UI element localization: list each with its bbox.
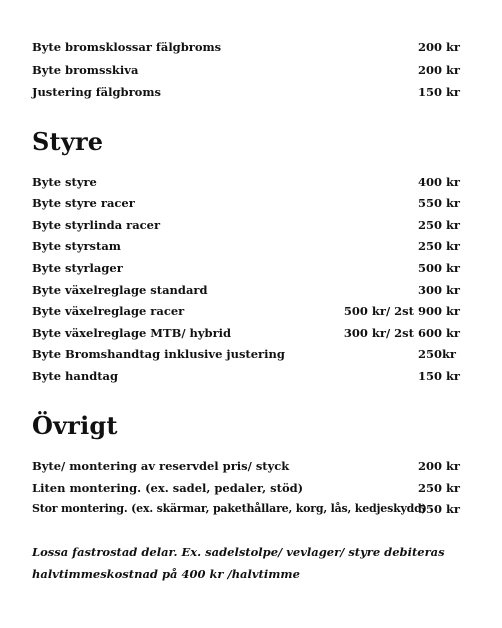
price-row-vaxelreglage-standard <box>32 281 460 299</box>
service-label: Stor montering. (ex. skärmar, pakethållare, korg, lås, kedjeskydd) <box>32 502 427 515</box>
section-heading-ovrigt: Övrigt <box>32 411 118 440</box>
service-label: Justering fälgbroms <box>32 85 161 99</box>
service-price: 550 kr <box>417 502 460 516</box>
price-row-vaxelreglage-racer <box>32 302 460 320</box>
price-row-vaxelreglage-mtb-hybrid <box>32 324 460 342</box>
price-row-bromsklossar <box>32 38 460 56</box>
price-row-justering-falgbroms <box>32 83 460 101</box>
price-row-bromshandtag <box>32 345 460 363</box>
service-price: 250 kr <box>417 239 460 253</box>
service-label: Byte styre <box>32 175 97 189</box>
service-price: 400 kr <box>417 175 460 189</box>
service-price: 500 kr/ 2st 900 kr <box>343 304 460 318</box>
price-row-liten-montering <box>32 479 460 497</box>
service-label: Byte bromsklossar fälgbroms <box>32 40 222 54</box>
price-row-montering-reservdel <box>32 457 460 475</box>
service-label: Byte Bromshandtag inklusive justering <box>32 347 285 361</box>
service-label: Byte/ montering av reservdel pris/ styck <box>32 459 290 473</box>
service-price: 550 kr <box>417 196 460 210</box>
service-price: 500 kr <box>417 261 460 275</box>
footnote-line-1: Lossa fastrostad delar. Ex. sadelstolpe/ vevlager/ styre debiteras <box>32 545 445 559</box>
price-row-styrlager <box>32 259 460 277</box>
section-heading-styre: Styre <box>32 127 104 156</box>
service-label: Byte styrlinda racer <box>32 218 161 232</box>
service-label: Byte bromsskiva <box>32 63 139 77</box>
price-row-bromsskiva <box>32 61 460 79</box>
service-price: 200 kr <box>417 63 460 77</box>
service-label: Byte handtag <box>32 369 119 383</box>
service-label: Byte styrlager <box>32 261 123 275</box>
service-price: 250 kr <box>417 481 460 495</box>
service-label: Byte växelreglage racer <box>32 304 185 318</box>
price-row-styrlinda-racer <box>32 216 460 234</box>
price-row-styrstam <box>32 237 460 255</box>
service-label: Liten montering. (ex. sadel, pedaler, stöd) <box>32 481 304 495</box>
service-price: 300 kr <box>417 283 460 297</box>
service-price: 200 kr <box>417 40 460 54</box>
service-label: Byte växelreglage standard <box>32 283 208 297</box>
service-price: 250 kr <box>417 218 460 232</box>
service-label: Byte styre racer <box>32 196 135 210</box>
service-price: 150 kr <box>417 369 460 383</box>
service-label: Byte växelreglage MTB/ hybrid <box>32 326 232 340</box>
service-label: Byte styrstam <box>32 239 121 253</box>
service-price: 200 kr <box>417 459 460 473</box>
service-price: 150 kr <box>417 85 460 99</box>
price-row-byte-styre-racer <box>32 194 460 212</box>
service-price: 300 kr/ 2st 600 kr <box>343 326 460 340</box>
price-row-stor-montering <box>32 500 460 518</box>
price-row-byte-styre <box>32 173 460 191</box>
price-row-handtag <box>32 367 460 385</box>
footnote-line-2: halvtimmeskostnad på 400 kr /halvtimme <box>32 567 300 581</box>
service-price: 250kr <box>417 347 456 361</box>
